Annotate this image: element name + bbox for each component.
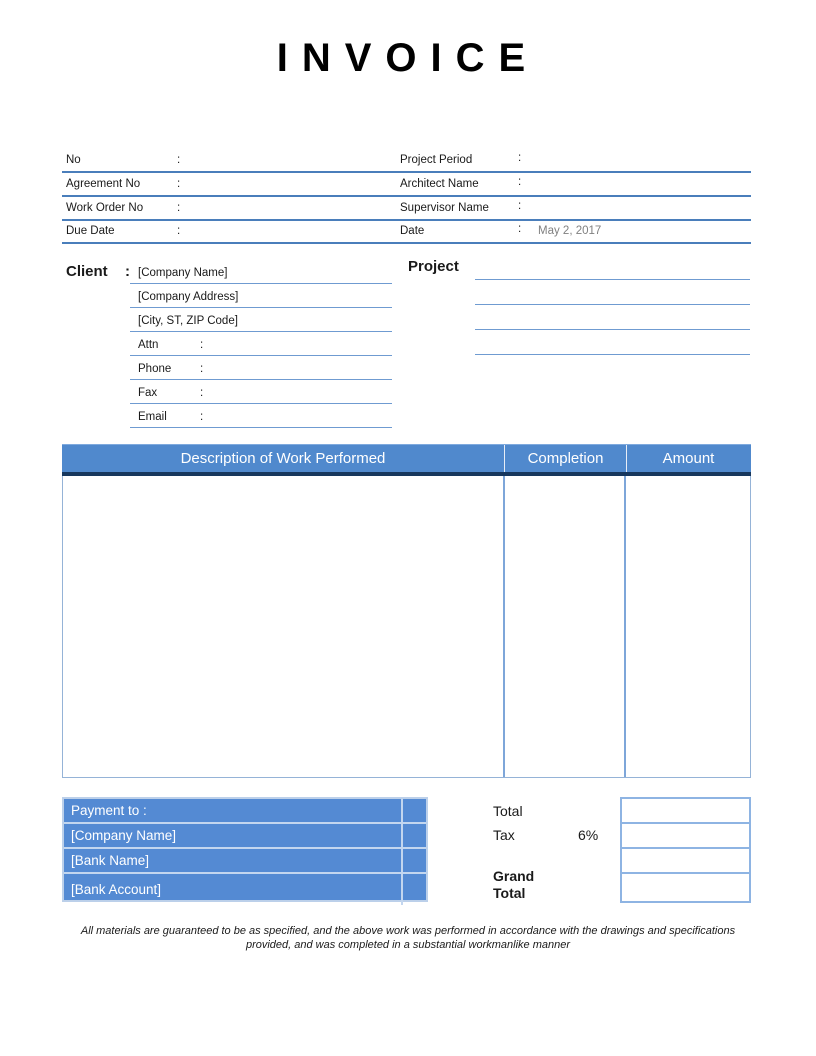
city-st-zip-placeholder: [City, ST, ZIP Code] xyxy=(138,315,238,327)
email-colon: : xyxy=(200,411,204,423)
company-address-placeholder: [Company Address] xyxy=(138,291,239,303)
no-colon: : xyxy=(177,154,181,166)
meta-row-no xyxy=(62,150,751,173)
no-field-line[interactable] xyxy=(190,150,400,171)
work-table-body xyxy=(62,476,751,778)
phone-label: Phone xyxy=(138,363,172,375)
client-phone-field[interactable] xyxy=(130,358,392,380)
tax-rate: 6% xyxy=(578,827,599,843)
meta-row-due-date xyxy=(62,221,751,244)
email-label: Email xyxy=(138,411,167,423)
due-date-label: Due Date xyxy=(66,225,115,237)
work-order-no-label: Work Order No xyxy=(66,202,144,214)
description-column-header: Description of Work Performed xyxy=(62,445,505,472)
payment-to-row[interactable] xyxy=(64,799,426,824)
phone-colon: : xyxy=(200,363,204,375)
project-line-2[interactable] xyxy=(475,284,750,305)
payment-column-divider xyxy=(401,799,403,822)
due-date-colon: : xyxy=(177,225,181,237)
payment-info-block xyxy=(62,797,428,902)
supervisor-name-label: Supervisor Name xyxy=(400,202,489,214)
completion-column-header: Completion xyxy=(505,445,627,472)
payment-company-row[interactable] xyxy=(64,824,426,849)
client-company-address-field[interactable] xyxy=(130,286,392,308)
supervisor-name-colon: : xyxy=(518,200,522,212)
tax-label: Tax xyxy=(493,827,515,843)
architect-name-colon: : xyxy=(518,176,522,188)
payment-to-label: Payment to : xyxy=(71,803,147,818)
due-date-field-line[interactable] xyxy=(190,221,400,242)
project-period-label: Project Period xyxy=(400,154,473,166)
project-line-3[interactable] xyxy=(475,309,750,330)
client-company-name-field[interactable] xyxy=(130,262,392,284)
attn-label: Attn xyxy=(138,339,159,351)
work-table-header xyxy=(62,444,751,472)
work-order-no-field-line[interactable] xyxy=(190,198,400,219)
payment-company-placeholder: [Company Name] xyxy=(71,828,177,843)
client-email-field[interactable] xyxy=(130,406,392,428)
guarantee-note: All materials are guaranteed to be as specified, and the above work was performed in accordance with the drawings and specifications provided, and was completed in a substantial workmanlike manner xyxy=(80,925,736,951)
grand-total-amount-box[interactable] xyxy=(620,872,751,903)
date-colon: : xyxy=(518,223,522,235)
subtotal-amount-box[interactable] xyxy=(620,847,751,874)
date-value[interactable]: May 2, 2017 xyxy=(538,225,602,237)
meta-row-work-order xyxy=(62,198,751,221)
payment-bank-name-row[interactable] xyxy=(64,849,426,874)
client-city-field[interactable] xyxy=(130,310,392,332)
agreement-no-label: Agreement No xyxy=(66,178,141,190)
date-label: Date xyxy=(400,225,425,237)
project-line-4[interactable] xyxy=(475,334,750,355)
project-period-colon: : xyxy=(518,152,522,164)
payment-bank-account-placeholder: [Bank Account] xyxy=(71,882,162,897)
amount-cell[interactable] xyxy=(626,476,750,777)
payment-column-divider xyxy=(401,874,403,905)
total-label: Total xyxy=(493,803,523,819)
description-cell[interactable] xyxy=(63,476,505,777)
payment-column-divider xyxy=(401,849,403,872)
fax-colon: : xyxy=(200,387,204,399)
agreement-no-field-line[interactable] xyxy=(190,174,400,195)
no-label: No xyxy=(66,154,81,166)
agreement-no-colon: : xyxy=(177,178,181,190)
fax-label: Fax xyxy=(138,387,158,399)
work-order-no-colon: : xyxy=(177,202,181,214)
client-attn-field[interactable] xyxy=(130,334,392,356)
project-heading: Project xyxy=(408,258,459,275)
meta-row-agreement xyxy=(62,174,751,197)
payment-bank-name-placeholder: [Bank Name] xyxy=(71,853,150,868)
grand-total-label: Grand Total xyxy=(493,868,535,901)
company-name-placeholder: [Company Name] xyxy=(138,267,228,279)
project-line-1[interactable] xyxy=(475,259,750,280)
tax-amount-box[interactable] xyxy=(620,822,751,849)
payment-bank-account-row[interactable] xyxy=(64,874,426,905)
payment-column-divider xyxy=(401,824,403,847)
client-fax-field[interactable] xyxy=(130,382,392,404)
total-amount-box[interactable] xyxy=(620,797,751,824)
architect-name-label: Architect Name xyxy=(400,178,479,190)
page-title: INVOICE xyxy=(276,36,540,80)
attn-colon: : xyxy=(200,339,204,351)
amount-column-header: Amount xyxy=(662,450,715,467)
completion-cell[interactable] xyxy=(505,476,626,777)
client-heading: Client xyxy=(66,263,108,280)
client-heading-colon: : xyxy=(125,263,130,280)
